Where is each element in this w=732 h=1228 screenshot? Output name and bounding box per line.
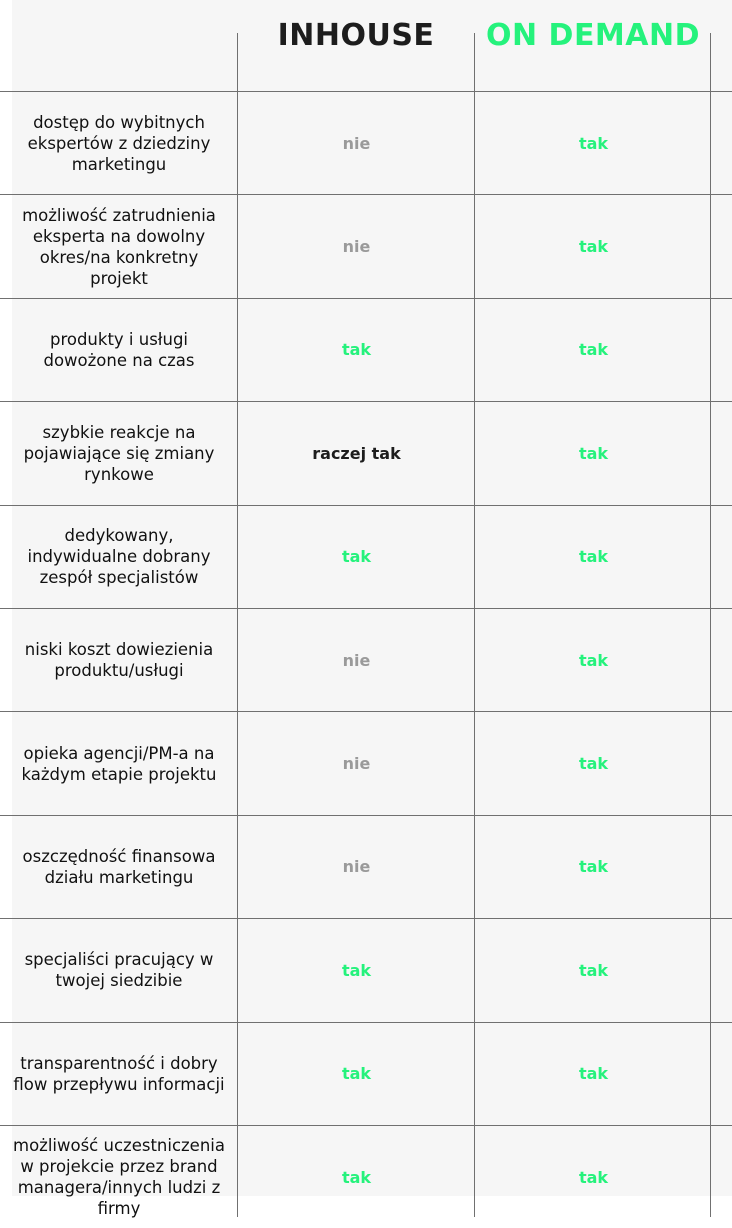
row-label: oszczędność finansowa działu marketingu	[22, 846, 216, 887]
table-row	[0, 1126, 732, 1228]
ondemand-value: tak	[578, 857, 609, 877]
table-row	[0, 1023, 732, 1126]
divider-label-inhouse	[237, 33, 238, 1217]
inhouse-value: nie	[342, 133, 371, 153]
row-label: dedykowany, indywidualne dobrany zespół specjalistów	[27, 526, 211, 588]
table-row	[0, 712, 732, 815]
table-row	[0, 402, 732, 505]
row-label: szybkie reakcje na pojawiające się zmiany rynkowe	[23, 422, 215, 484]
inhouse-value: nie	[342, 237, 371, 257]
inhouse-value: tak	[341, 1064, 372, 1084]
inhouse-title: INHOUSE	[277, 18, 435, 53]
table-row	[0, 506, 732, 609]
inhouse-value: nie	[342, 857, 371, 877]
inhouse-value: tak	[341, 1167, 372, 1187]
divider-right-edge	[710, 33, 711, 1217]
row-label: opieka agencji/PM-a na każdym etapie projektu	[21, 743, 217, 784]
table-row	[0, 299, 732, 402]
row-label: możliwość zatrudnienia eksperta na dowolny okres/na konkretny projekt	[22, 205, 216, 288]
inhouse-value: tak	[341, 340, 372, 360]
table-body	[0, 92, 732, 1228]
row-label: produkty i usługi dowożone na czas	[43, 329, 195, 370]
ondemand-value: tak	[578, 443, 609, 463]
ondemand-value: tak	[578, 133, 609, 153]
ondemand-value: tak	[578, 237, 609, 257]
inhouse-value: tak	[341, 960, 372, 980]
table-row	[0, 92, 732, 195]
table-row	[0, 609, 732, 712]
ondemand-value: tak	[578, 960, 609, 980]
row-label: możliwość uczestniczenia w projekcie przez brand managera/innych ludzi z firmy	[13, 1136, 225, 1219]
row-label: transparentność i dobry flow przepływu informacji	[13, 1053, 225, 1094]
ondemand-value: tak	[578, 650, 609, 670]
divider-inhouse-ondemand	[474, 33, 475, 1217]
inhouse-value: tak	[341, 547, 372, 567]
ondemand-value: tak	[578, 1064, 609, 1084]
table-row	[0, 195, 732, 298]
column-header-ondemand	[475, 0, 711, 91]
row-label: niski koszt dowiezienia produktu/usługi	[24, 640, 214, 681]
row-label: specjaliści pracujący w twojej siedzibie	[24, 950, 214, 991]
ondemand-value: tak	[578, 1167, 609, 1187]
ondemand-value: tak	[578, 754, 609, 774]
ondemand-value: tak	[578, 547, 609, 567]
inhouse-value: raczej tak	[312, 443, 401, 463]
table-header	[0, 0, 732, 92]
row-label: dostęp do wybitnych ekspertów z dziedziny marketingu	[27, 112, 211, 174]
inhouse-value: nie	[342, 754, 371, 774]
ondemand-value: tak	[578, 340, 609, 360]
inhouse-value: nie	[342, 650, 371, 670]
table-row	[0, 919, 732, 1022]
column-header-inhouse	[238, 0, 474, 91]
table-row	[0, 816, 732, 919]
ondemand-title: ON DEMAND	[485, 18, 701, 53]
